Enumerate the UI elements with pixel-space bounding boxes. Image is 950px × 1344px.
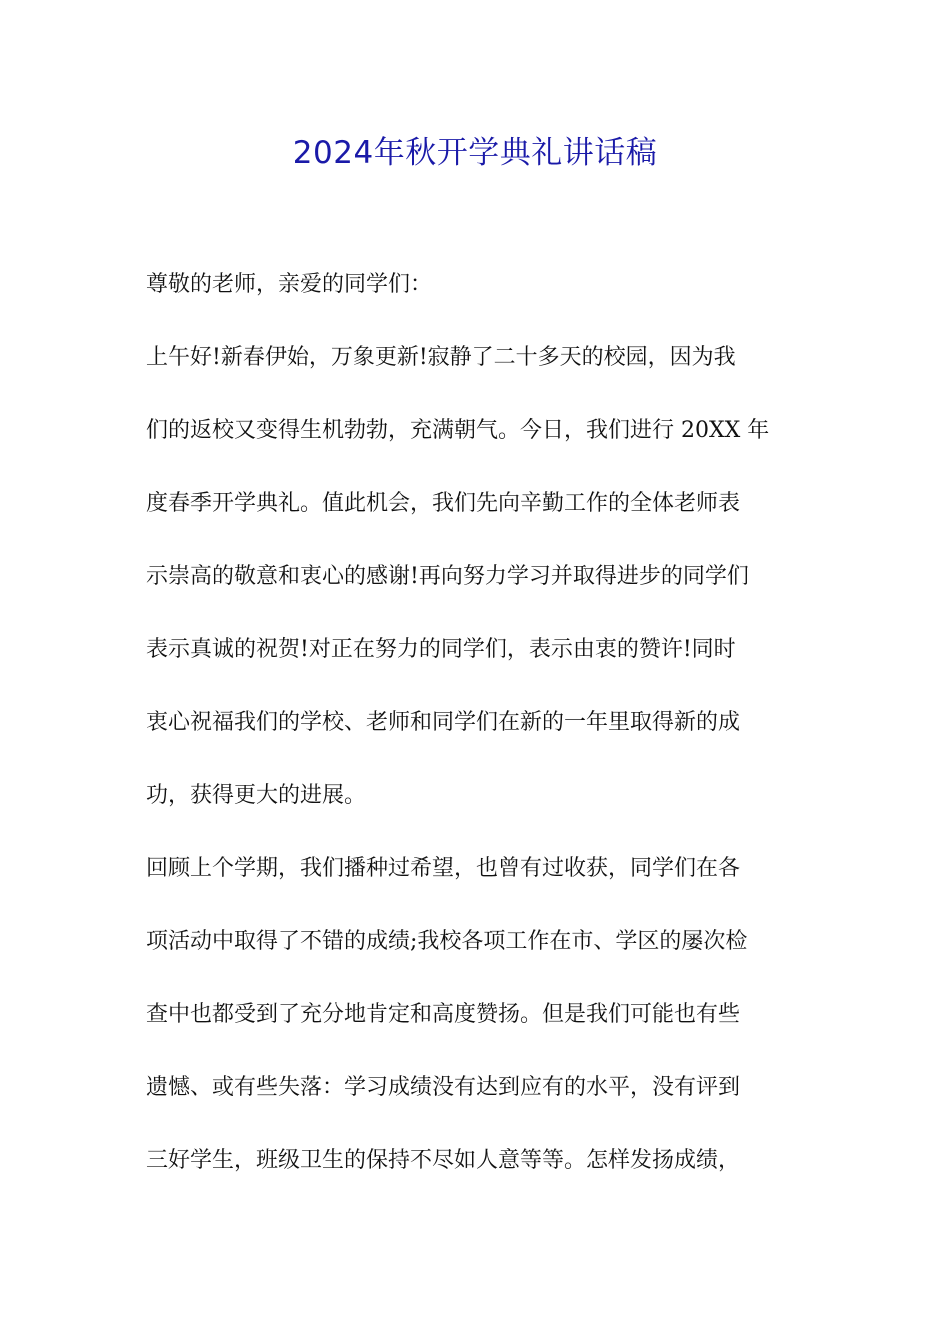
document-body	[146, 262, 806, 1211]
text-line: 三好学生，班级卫生的保持不尽如人意等等。怎样发扬成绩，	[146, 1148, 741, 1173]
text-line: 回顾上个学期，我们播种过希望，也曾有过收获，同学们在各	[146, 856, 741, 881]
text-line: 项活动中取得了不错的成绩;我校各项工作在市、学区的屡次检	[146, 929, 748, 954]
text-line-salutation: 尊敬的老师，亲爱的同学们：	[146, 272, 433, 297]
text-line: 度春季开学典礼。值此机会，我们先向辛勤工作的全体老师表	[146, 491, 741, 516]
text-line: 遗憾、或有些失落：学习成绩没有达到应有的水平，没有评到	[146, 1075, 741, 1100]
text-line: 表示真诚的祝贺!对正在努力的同学们，表示由衷的赞许!同时	[146, 637, 736, 662]
text-line: 上午好!新春伊始，万象更新!寂静了二十多天的校园，因为我	[146, 345, 736, 370]
text-line: 们的返校又变得生机勃勃，充满朝气。今日，我们进行 20XX 年	[146, 418, 770, 443]
text-line: 示崇高的敬意和衷心的感谢!再向努力学习并取得进步的同学们	[146, 564, 749, 589]
text-line: 衷心祝福我们的学校、老师和同学们在新的一年里取得新的成	[146, 710, 741, 735]
text-line: 查中也都受到了充分地肯定和高度赞扬。但是我们可能也有些	[146, 1002, 741, 1027]
text-line: 功，获得更大的进展。	[146, 783, 367, 808]
document-title: 2024年秋开学典礼讲话稿	[292, 135, 658, 171]
